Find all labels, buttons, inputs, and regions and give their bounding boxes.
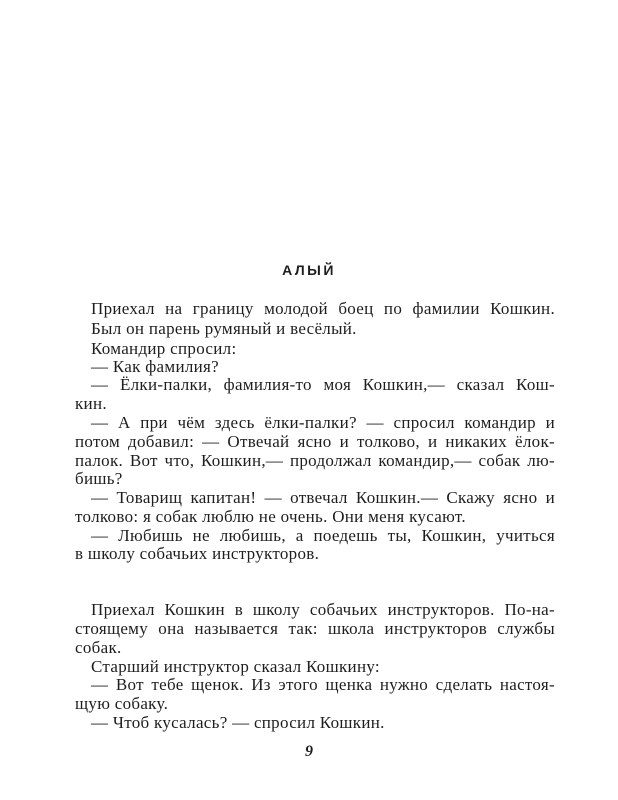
text-line: собак. [75, 638, 122, 657]
text-line: потом добавил: — Отвечай ясно и толково, и никаких ёлок- [75, 432, 555, 451]
text-line: — Вот тебе щенок. Из этого щенка нужно сделать настоя- [91, 675, 555, 694]
text-line: бишь? [75, 469, 123, 488]
text-line: Старший инструктор сказал Кошкину: [91, 657, 380, 676]
page-number: 9 [305, 743, 313, 760]
text-line: щую собаку. [75, 694, 169, 713]
text-line: — А при чём здесь ёлки-палки? — спросил командир и [91, 413, 555, 432]
text-line: — Как фамилия? [91, 357, 219, 376]
text-line: толково: я собак люблю не очень. Они меня кусают. [75, 507, 466, 526]
text-line: в школу собачьих инструкторов. [75, 544, 320, 563]
text-line: — Ёлки-палки, фамилия-то моя Кошкин,— сказал Кош- [91, 375, 555, 394]
text-line: Был он парень румяный и весёлый. [91, 319, 357, 338]
text-line: стоящему она называется так: школа инструкторов службы [75, 619, 555, 638]
text-line: палок. Вот что, Кошкин,— продолжал командир,— собак лю- [75, 451, 555, 470]
text-line: — Любишь не любишь, а поедешь ты, Кошкин, учиться [91, 526, 555, 545]
text-line: Приехал на границу молодой боец по фамилии Кошкин. [91, 299, 555, 318]
text-line: — Чтоб кусалась? — спросил Кошкин. [91, 713, 385, 732]
text-line: Приехал Кошкин в школу собачьих инструкторов. По-на- [91, 600, 555, 619]
text-line: кин. [75, 394, 107, 413]
text-line: — Товарищ капитан! — отвечал Кошкин.— Скажу ясно и [91, 488, 555, 507]
chapter-title: АЛЫЙ [282, 262, 336, 278]
text-line: Командир спросил: [91, 339, 237, 358]
